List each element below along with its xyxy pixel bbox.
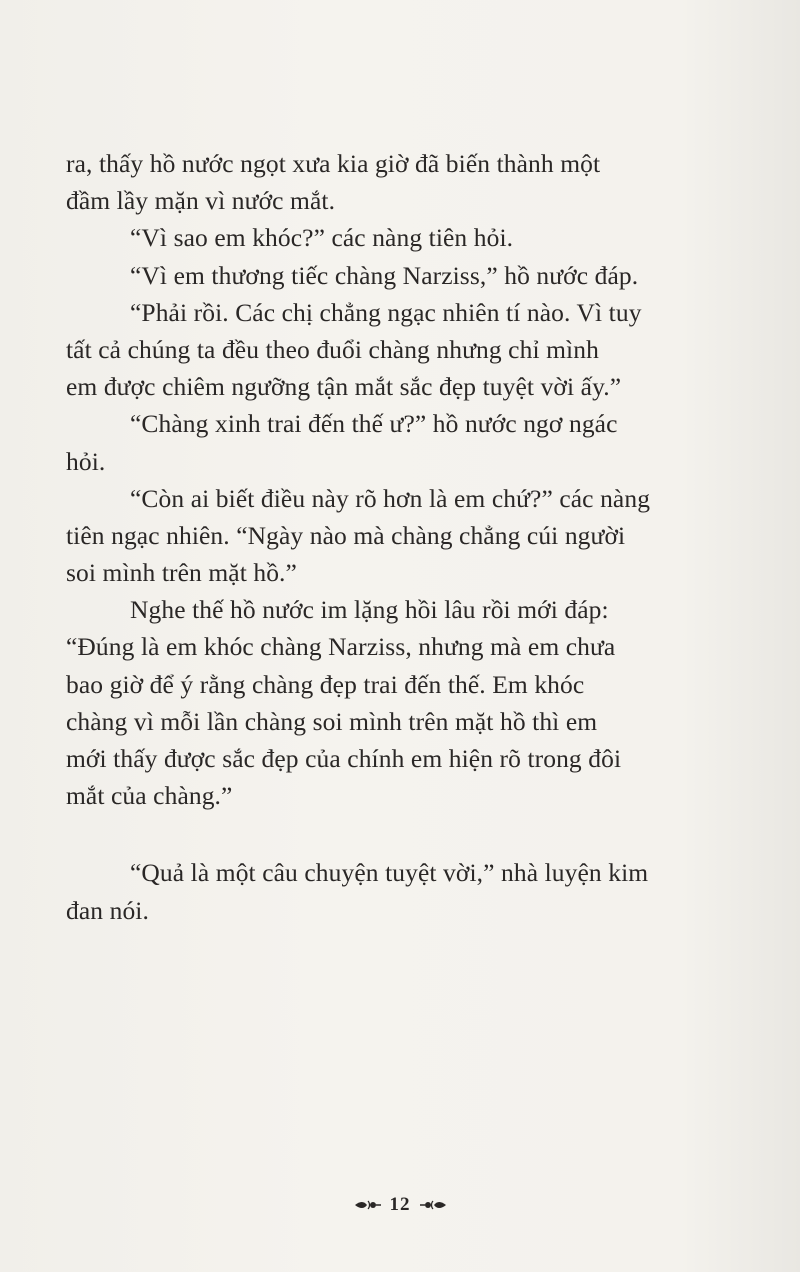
text-line: “Phải rồi. Các chị chẳng ngạc nhiên tí nào. Vì tuy: [130, 297, 642, 327]
page-footer: [0, 1194, 800, 1216]
text-line: đan nói.: [66, 895, 149, 925]
text-line: tất cả chúng ta đều theo đuổi chàng nhưng chỉ mình: [66, 334, 599, 364]
text-line: mới thấy được sắc đẹp của chính em hiện rõ trong đôi: [66, 744, 622, 773]
text-line: hỏi.: [66, 446, 106, 476]
text-line: đầm lầy mặn vì nước mắt.: [66, 186, 336, 216]
body-text: [66, 145, 711, 929]
text-line: chàng vì mỗi lần chàng soi mình trên mặt hồ thì em: [66, 706, 598, 736]
ornament-right-icon: [419, 1198, 447, 1212]
text-line: “Còn ai biết điều này rõ hơn là em chứ?” các nàng: [130, 483, 651, 513]
text-line: tiên ngạc nhiên. “Ngày nào mà chàng chẳng cúi người: [66, 520, 626, 550]
text-line: “Vì em thương tiếc chàng Narziss,” hồ nước đáp.: [130, 260, 639, 290]
text-line: bao giờ để ý rằng chàng đẹp trai đến thế. Em khóc: [66, 669, 585, 699]
text-line: “Đúng là em khóc chàng Narziss, nhưng mà em chưa: [66, 632, 616, 662]
text-line: “Chàng xinh trai đến thế ư?” hồ nước ngơ ngác: [130, 409, 618, 439]
text-line: Nghe thế hồ nước im lặng hồi lâu rồi mới đáp:: [130, 595, 609, 625]
text-line: em được chiêm ngưỡng tận mắt sắc đẹp tuyệt vời ấy.”: [66, 372, 622, 402]
section-gap: [66, 814, 711, 854]
ornament-left-icon: [354, 1198, 382, 1212]
page-number: 12: [389, 1194, 411, 1215]
text-line: ra, thấy hồ nước ngọt xưa kia giờ đã biến thành một: [66, 149, 601, 178]
text-line: “Vì sao em khóc?” các nàng tiên hỏi.: [130, 223, 514, 253]
text-line: soi mình trên mặt hồ.”: [66, 558, 297, 588]
text-line: “Quả là một câu chuyện tuyệt vời,” nhà luyện kim: [130, 858, 649, 888]
text-line: mắt của chàng.”: [66, 781, 233, 811]
